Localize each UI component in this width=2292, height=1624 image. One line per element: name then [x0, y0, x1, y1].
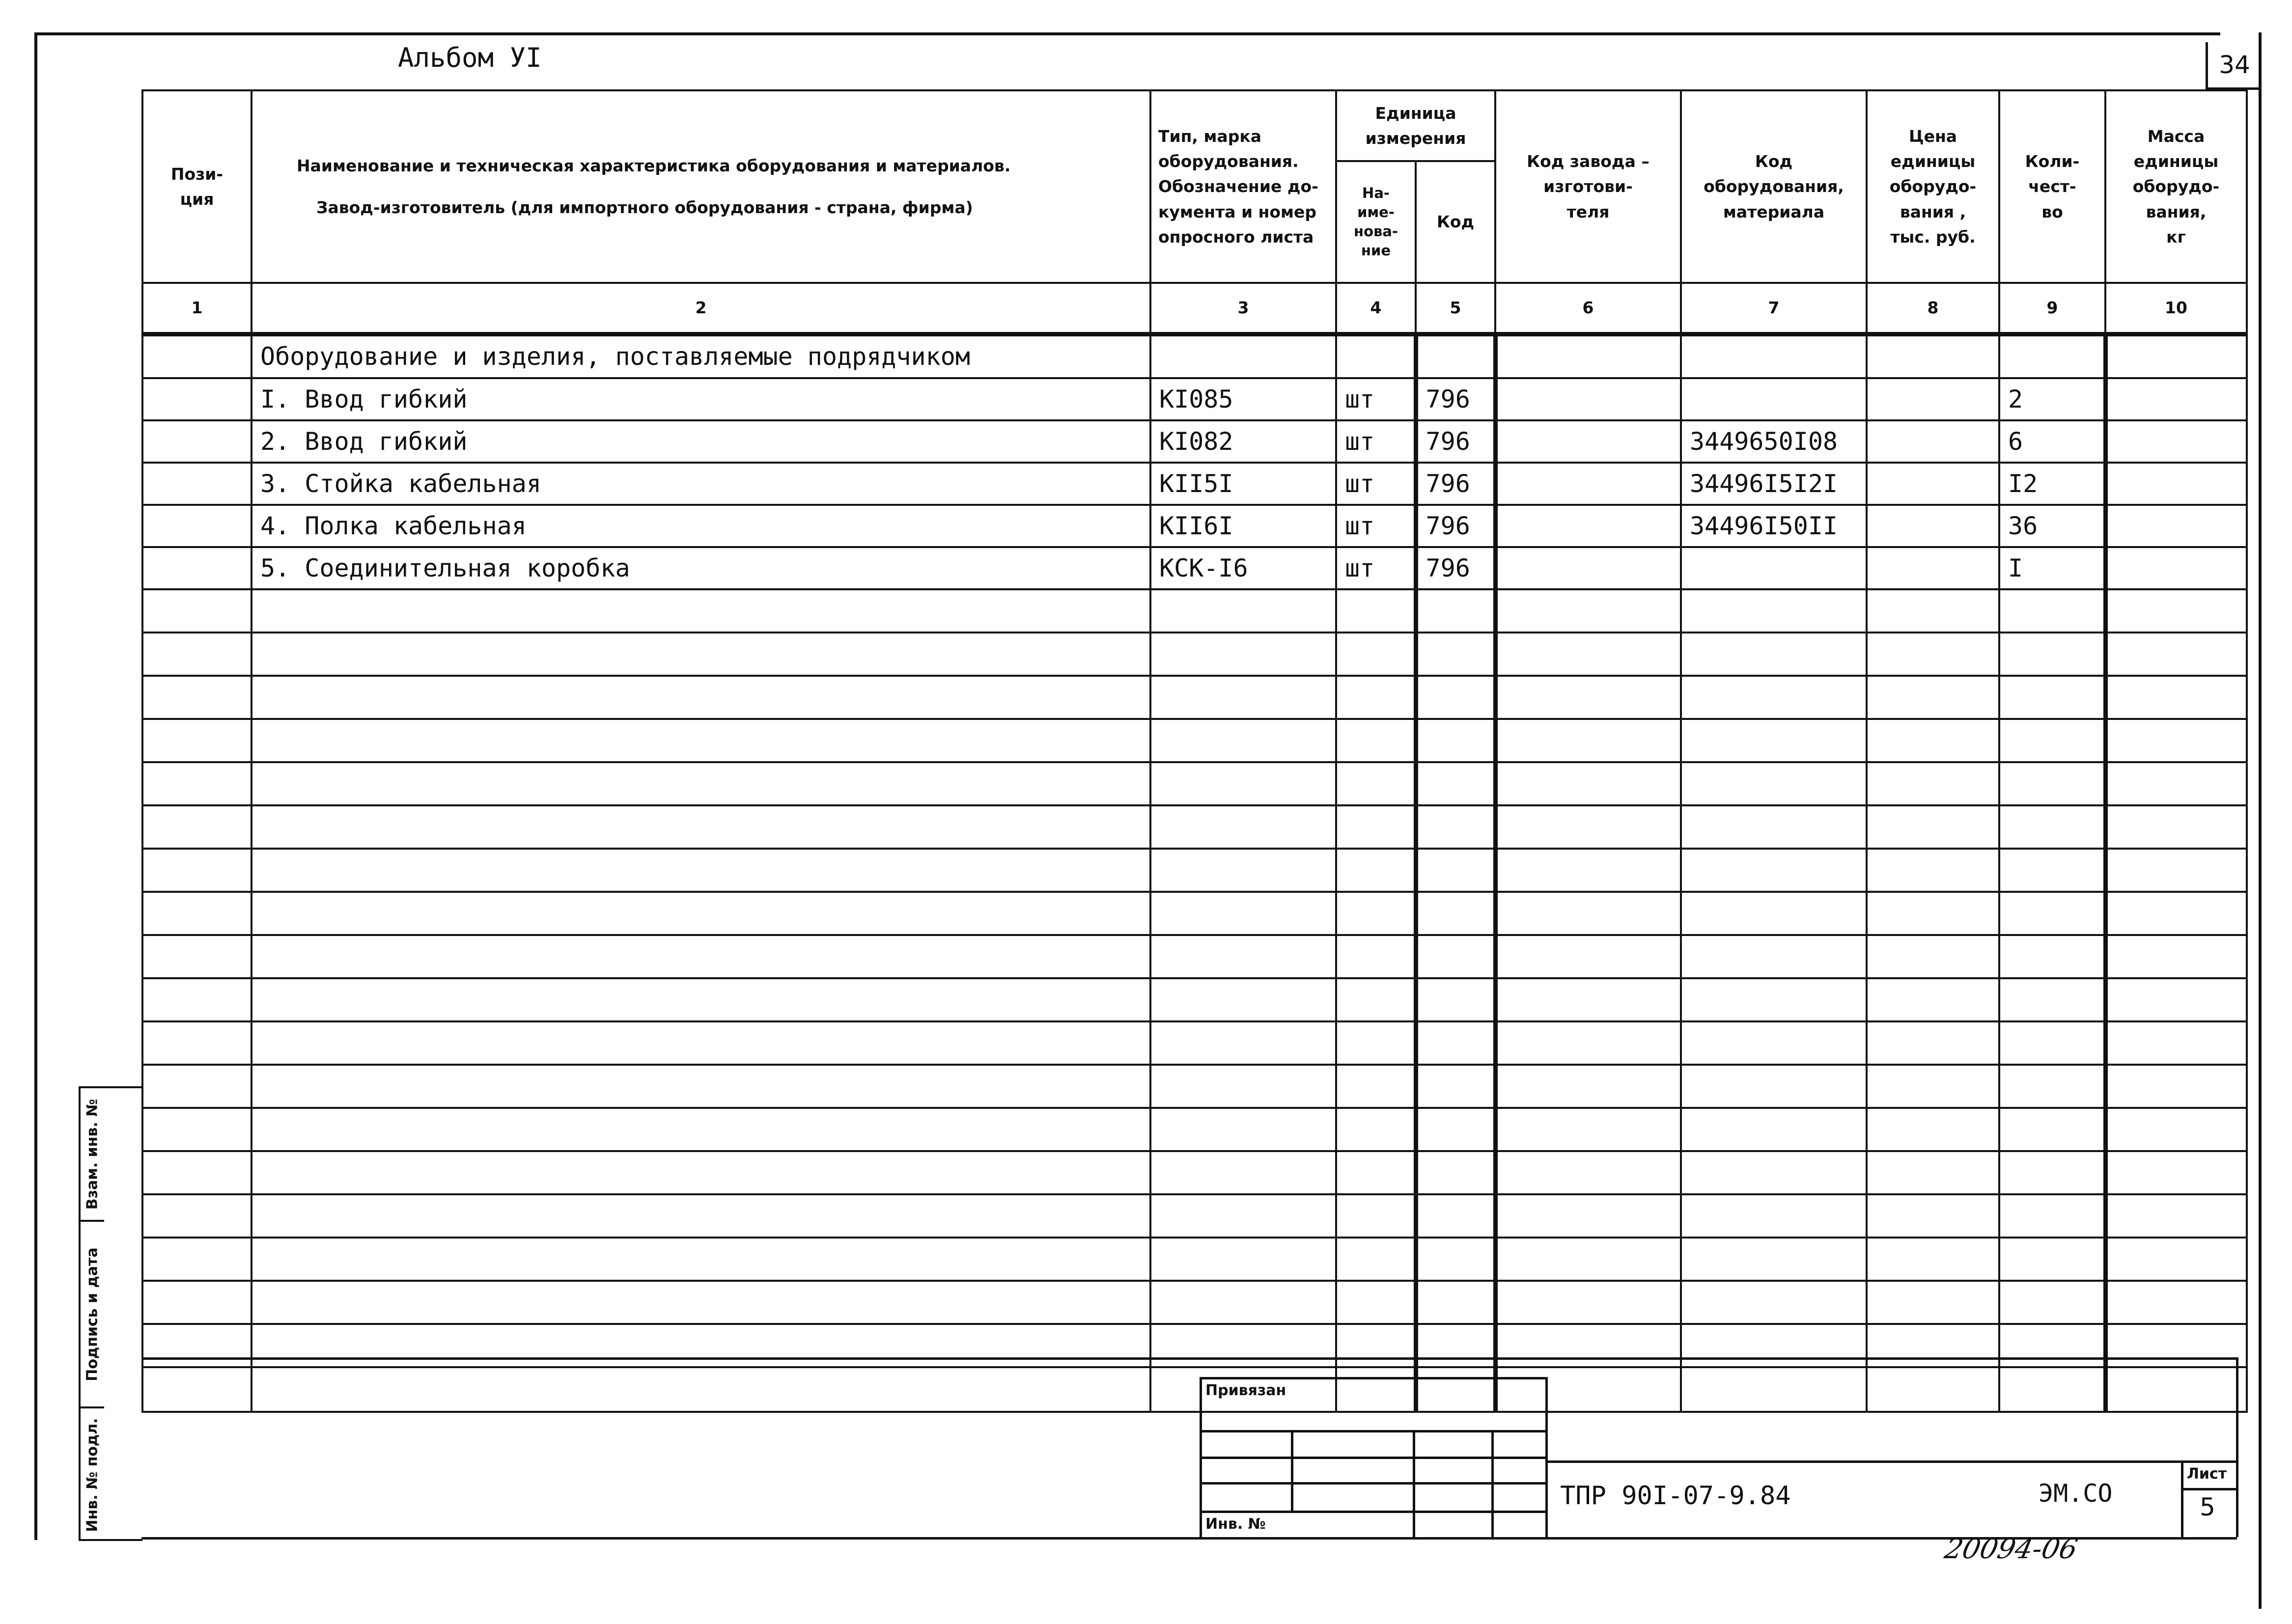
item-equipment-code: 34496I50II [1681, 505, 1867, 547]
title-block-right [1545, 1377, 1548, 1537]
frame-left-line [34, 32, 37, 1540]
empty-row [142, 1194, 2247, 1238]
sheet-label: Лист [2187, 1465, 2227, 1483]
item-name: 5. Соединительная коробка [252, 547, 1150, 589]
frame-right-inner-line [2236, 1357, 2238, 1537]
item-type: КII6I [1150, 505, 1336, 547]
colnum-5: 5 [1416, 283, 1495, 334]
colnum-6: 6 [1495, 283, 1681, 334]
item-unit: шт [1336, 547, 1416, 589]
header-name-line1: Наименование и техническая характеристика оборудования и материалов. [297, 156, 1011, 175]
item-unit: шт [1336, 505, 1416, 547]
empty-row [142, 1108, 2247, 1151]
column-numbers-row [142, 283, 2247, 334]
frame-right-line [2259, 32, 2262, 1609]
empty-row [142, 633, 2247, 676]
item-equipment-code: 34496I5I2I [1681, 463, 1867, 505]
item-unit: шт [1336, 420, 1416, 463]
item-type: КСК-I6 [1150, 547, 1336, 589]
handwritten-number: 20094-06 [1942, 1533, 2081, 1565]
empty-row [142, 1065, 2247, 1108]
item-name: 3. Стойка кабельная [252, 463, 1150, 505]
title-block-divider [1491, 1430, 1494, 1537]
frame-top-line [34, 32, 2220, 35]
item-unit: шт [1336, 378, 1416, 420]
item-quantity: 2 [1999, 378, 2105, 420]
document-mark: ЭМ.СО [2039, 1479, 2113, 1508]
album-title: Альбом УI [398, 42, 542, 73]
side-label-replaced-inv: Взам. инв. № [81, 1088, 104, 1222]
colnum-1: 1 [142, 283, 252, 334]
inv-no-label: Инв. № [1205, 1515, 1266, 1533]
title-block-main-line [1545, 1460, 2236, 1463]
sheet-box-line [2181, 1488, 2236, 1490]
item-unit-code: 796 [1416, 463, 1495, 505]
specification-table [141, 89, 2248, 1413]
colnum-9: 9 [1999, 283, 2105, 334]
table-row [142, 547, 2247, 589]
empty-row [142, 1281, 2247, 1324]
document-code: ТПР 90I-07-9.84 [1560, 1481, 1791, 1511]
item-quantity: I [1999, 547, 2105, 589]
page-number: 34 [2206, 42, 2261, 90]
attached-label: Привязан [1205, 1382, 1286, 1399]
empty-row [142, 1367, 2247, 1412]
item-name: 4. Полка кабельная [252, 505, 1150, 547]
empty-row [142, 1151, 2247, 1194]
header-unit-code: Код [1416, 161, 1495, 283]
table-row [142, 420, 2247, 463]
empty-row [142, 805, 2247, 849]
sheet-number: 5 [2200, 1493, 2215, 1521]
header-factory-code: Код завода – изготови- теля [1495, 90, 1681, 283]
table-row [142, 463, 2247, 505]
side-label-signature-date: Подпись и дата [81, 1222, 104, 1408]
item-equipment-code [1681, 547, 1867, 589]
item-unit-code: 796 [1416, 547, 1495, 589]
title-block-top [1200, 1377, 1545, 1379]
item-unit: шт [1336, 463, 1416, 505]
side-stamp [79, 1086, 142, 1541]
item-type: КII5I [1150, 463, 1336, 505]
item-quantity: I2 [1999, 463, 2105, 505]
title-block-divider [1413, 1430, 1415, 1537]
header-unit-name: На- име- нова- ние [1336, 161, 1416, 283]
table-row [142, 378, 2247, 420]
item-name: 2. Ввод гибкий [252, 420, 1150, 463]
item-name: I. Ввод гибкий [252, 378, 1150, 420]
empty-row [142, 762, 2247, 805]
sheet-box-left [2181, 1460, 2183, 1537]
title-block-divider [1291, 1430, 1293, 1511]
item-equipment-code: 3449650I08 [1681, 420, 1867, 463]
blank-rows [142, 589, 2247, 1412]
side-label-original-inv: Инв. № подл. [84, 1417, 101, 1532]
table-row [142, 505, 2247, 547]
colnum-2: 2 [252, 283, 1150, 334]
empty-row [142, 1324, 2247, 1367]
header-mass: Масса единицы оборудо- вания, кг [2105, 90, 2247, 283]
colnum-3: 3 [1150, 283, 1336, 334]
empty-row [142, 1021, 2247, 1065]
frame-bottom-line [141, 1537, 2237, 1540]
header-type: Тип, марка оборудования. Обозначение до- кумента и номер опросного листа [1150, 90, 1336, 283]
item-type: КI082 [1150, 420, 1336, 463]
form-bottom-line [141, 1357, 2237, 1360]
empty-row [142, 849, 2247, 892]
empty-row [142, 978, 2247, 1021]
item-unit-code: 796 [1416, 420, 1495, 463]
colnum-7: 7 [1681, 283, 1867, 334]
empty-row [142, 719, 2247, 762]
item-unit-code: 796 [1416, 505, 1495, 547]
empty-row [142, 935, 2247, 978]
header-name [252, 90, 1150, 283]
colnum-10: 10 [2105, 283, 2247, 334]
item-equipment-code [1681, 378, 1867, 420]
header-unit: Единица измерения [1336, 90, 1495, 161]
empty-row [142, 892, 2247, 935]
header-name-line2: Завод-изготовитель (для импортного оборудования - страна, фирма) [316, 198, 973, 217]
section-row [142, 334, 2247, 378]
colnum-8: 8 [1867, 283, 1999, 334]
empty-row [142, 1238, 2247, 1281]
header-row [142, 90, 2247, 161]
section-title: Оборудование и изделия, поставляемые подрядчиком [252, 334, 1150, 378]
item-type: КI085 [1150, 378, 1336, 420]
header-price: Цена единицы оборудо- вания , тыс. руб. [1867, 90, 1999, 283]
item-quantity: 36 [1999, 505, 2105, 547]
empty-row [142, 589, 2247, 633]
item-unit-code: 796 [1416, 378, 1495, 420]
colnum-4: 4 [1336, 283, 1416, 334]
title-block-left [1200, 1377, 1202, 1537]
empty-row [142, 676, 2247, 719]
header-quantity: Коли- чест- во [1999, 90, 2105, 283]
header-position: Пози- ция [142, 90, 252, 283]
item-quantity: 6 [1999, 420, 2105, 463]
header-equipment-code: Код оборудования, материала [1681, 90, 1867, 283]
